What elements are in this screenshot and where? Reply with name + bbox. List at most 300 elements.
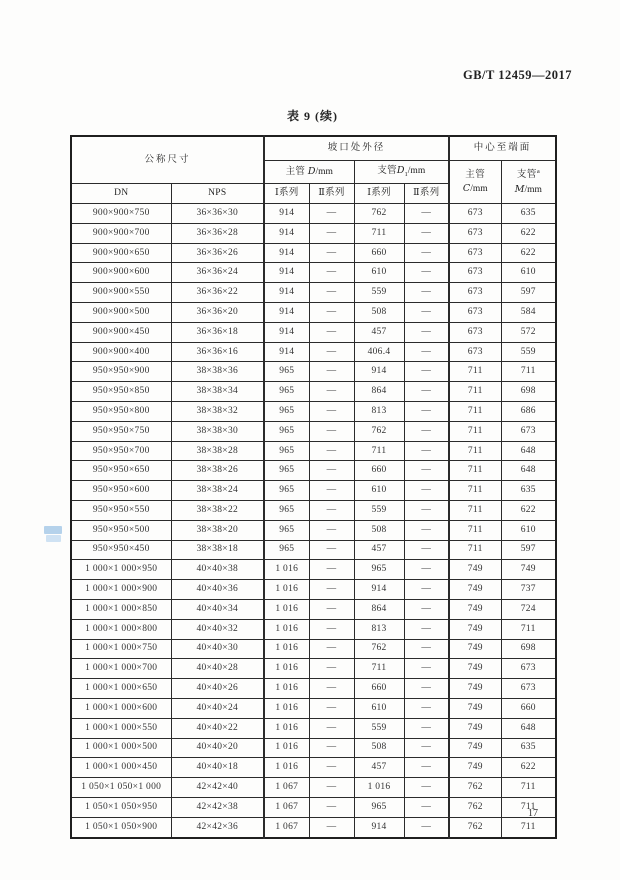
table-cell: 1 016	[264, 698, 309, 718]
table-cell: —	[309, 421, 354, 441]
table-row	[71, 461, 556, 481]
watermark-bar-top	[44, 526, 62, 534]
table-cell: —	[309, 738, 354, 758]
table-cell: 724	[501, 599, 556, 619]
header-branch-series-2: Ⅱ系列	[404, 184, 449, 204]
table-cell: 737	[501, 580, 556, 600]
table-cell: 635	[501, 481, 556, 501]
table-cell: 673	[501, 659, 556, 679]
main-pipe-label: 主管	[285, 166, 306, 177]
table-cell: —	[309, 540, 354, 560]
table-cell: —	[309, 382, 354, 402]
table-cell: —	[309, 758, 354, 778]
header-main-series-1: Ⅰ系列	[264, 184, 309, 204]
table-cell: 900×900×400	[71, 342, 171, 362]
table-cell: —	[309, 520, 354, 540]
table-cell: 698	[501, 382, 556, 402]
table-row	[71, 342, 556, 362]
table-cell: 900×900×450	[71, 322, 171, 342]
table-row	[71, 698, 556, 718]
table-cell: 36×36×20	[171, 302, 264, 322]
table-cell: 40×40×38	[171, 560, 264, 580]
table-cell: —	[404, 401, 449, 421]
table-row	[71, 817, 556, 837]
table-cell: 1 000×1 000×550	[71, 718, 171, 738]
table-cell: 1 000×1 000×650	[71, 679, 171, 699]
table-cell: 900×900×700	[71, 223, 171, 243]
table-cell: 711	[449, 362, 501, 382]
table-cell: 965	[354, 560, 404, 580]
table-cell: —	[404, 520, 449, 540]
table-cell: 622	[501, 243, 556, 263]
branch-pipe-d-unit: /mm	[407, 165, 426, 176]
table-cell: 900×900×750	[71, 204, 171, 224]
table-cell: 762	[354, 639, 404, 659]
table-cell: 610	[354, 263, 404, 283]
table-cell: 900×900×650	[71, 243, 171, 263]
table-row	[71, 599, 556, 619]
table-cell: 914	[264, 322, 309, 342]
table-cell: 965	[264, 441, 309, 461]
standard-code: GB/T 12459—2017	[462, 68, 572, 82]
table-cell: 749	[501, 560, 556, 580]
table-row	[71, 540, 556, 560]
table-cell: —	[309, 243, 354, 263]
table-row	[71, 560, 556, 580]
table-cell: —	[404, 421, 449, 441]
table-cell: —	[404, 223, 449, 243]
table-cell: —	[309, 223, 354, 243]
table-cell: 38×38×34	[171, 382, 264, 402]
table-cell: —	[404, 698, 449, 718]
table-cell: 1 016	[264, 599, 309, 619]
table-cell: 457	[354, 322, 404, 342]
table-row	[71, 738, 556, 758]
table-cell: 864	[354, 382, 404, 402]
table-cell: 762	[354, 421, 404, 441]
table-cell: —	[309, 342, 354, 362]
table-cell: 965	[264, 481, 309, 501]
table-cell: 40×40×18	[171, 758, 264, 778]
table-cell: 622	[501, 758, 556, 778]
table-cell: —	[309, 500, 354, 520]
table-cell: 38×38×36	[171, 362, 264, 382]
branch-pipe-label: 支管	[377, 165, 397, 176]
table-cell: 900×900×550	[71, 283, 171, 303]
table-row	[71, 778, 556, 798]
table-cell: 965	[264, 401, 309, 421]
table-cell: 40×40×36	[171, 580, 264, 600]
table-cell: 711	[449, 441, 501, 461]
table-cell: 1 016	[264, 560, 309, 580]
table-cell: 673	[449, 223, 501, 243]
table-cell: 711	[354, 223, 404, 243]
table-cell: —	[309, 283, 354, 303]
table-cell: 42×42×40	[171, 778, 264, 798]
table-cell: 673	[449, 283, 501, 303]
header-main-pipe-c	[449, 161, 501, 204]
table-row	[71, 441, 556, 461]
table-cell: 1 000×1 000×600	[71, 698, 171, 718]
table-cell: 508	[354, 302, 404, 322]
table-row	[71, 481, 556, 501]
table-cell: 1 050×1 050×900	[71, 817, 171, 837]
table-cell: 1 000×1 000×800	[71, 619, 171, 639]
table-cell: 635	[501, 204, 556, 224]
table-row	[71, 263, 556, 283]
table-cell: 965	[264, 362, 309, 382]
table-cell: 965	[354, 797, 404, 817]
table-cell: 673	[501, 421, 556, 441]
table-cell: 559	[354, 500, 404, 520]
table-cell: 950×950×900	[71, 362, 171, 382]
table-cell: 457	[354, 758, 404, 778]
table-cell: 673	[449, 204, 501, 224]
table-cell: 711	[354, 659, 404, 679]
table-cell: 660	[354, 461, 404, 481]
table-cell: 40×40×22	[171, 718, 264, 738]
branch-pipe-d-symbol: D	[396, 164, 405, 176]
header-branch-pipe-m	[501, 161, 556, 204]
table-cell: 1 016	[264, 659, 309, 679]
table-cell: 1 000×1 000×700	[71, 659, 171, 679]
table-cell: 597	[501, 283, 556, 303]
header-dn: DN	[71, 184, 171, 204]
table-cell: 965	[264, 520, 309, 540]
table-row	[71, 520, 556, 540]
table-cell: 914	[264, 223, 309, 243]
table-cell: 635	[501, 738, 556, 758]
table-cell: 559	[354, 718, 404, 738]
watermark-logo	[44, 526, 64, 543]
table-cell: 38×38×24	[171, 481, 264, 501]
table-cell: —	[309, 362, 354, 382]
table-cell: 762	[354, 204, 404, 224]
table-caption: 表 9 (续)	[287, 109, 338, 123]
table-cell: 914	[264, 204, 309, 224]
table-cell: 711	[501, 362, 556, 382]
header-branch-series-1: Ⅰ系列	[354, 184, 404, 204]
table-cell: 1 067	[264, 778, 309, 798]
table-cell: —	[309, 322, 354, 342]
table-cell: 711	[449, 500, 501, 520]
table-cell: 914	[264, 243, 309, 263]
table-cell: 660	[501, 698, 556, 718]
table-cell: 40×40×28	[171, 659, 264, 679]
table-cell: 711	[354, 441, 404, 461]
table-cell: 38×38×32	[171, 401, 264, 421]
table-row	[71, 223, 556, 243]
table-cell: 711	[449, 401, 501, 421]
table-cell: 36×36×18	[171, 322, 264, 342]
table-cell: —	[309, 698, 354, 718]
table-cell: 36×36×26	[171, 243, 264, 263]
table-cell: 965	[264, 382, 309, 402]
table-cell: 1 016	[264, 679, 309, 699]
table-cell: 610	[354, 481, 404, 501]
table-cell: 40×40×26	[171, 679, 264, 699]
table-cell: 38×38×20	[171, 520, 264, 540]
table-cell: 559	[501, 342, 556, 362]
table-cell: 597	[501, 540, 556, 560]
table-row	[71, 639, 556, 659]
table-cell: 508	[354, 738, 404, 758]
table-cell: 1 067	[264, 817, 309, 837]
table-cell: —	[404, 283, 449, 303]
table-cell: —	[404, 263, 449, 283]
table-cell: —	[309, 302, 354, 322]
table-cell: —	[404, 243, 449, 263]
table-cell: —	[309, 401, 354, 421]
watermark-bar-bottom	[46, 535, 61, 542]
table-cell: 813	[354, 401, 404, 421]
main-pipe-c-symbol: C	[462, 183, 471, 194]
table-cell: 749	[449, 619, 501, 639]
table-cell: 950×950×550	[71, 500, 171, 520]
table-cell: —	[404, 441, 449, 461]
table-cell: —	[309, 441, 354, 461]
table-cell: 711	[449, 461, 501, 481]
table-cell: 749	[449, 738, 501, 758]
header-nominal-size: 公称尺寸	[71, 136, 264, 184]
table-cell: 749	[449, 580, 501, 600]
table-cell: 914	[264, 283, 309, 303]
table-cell: 864	[354, 599, 404, 619]
table-row	[71, 362, 556, 382]
table-cell: 559	[354, 283, 404, 303]
table-cell: 660	[354, 243, 404, 263]
table-cell: 711	[449, 520, 501, 540]
table-cell: 711	[449, 540, 501, 560]
table-cell: —	[309, 659, 354, 679]
table-row	[71, 401, 556, 421]
table-cell: 914	[264, 302, 309, 322]
table-cell: —	[404, 322, 449, 342]
table-cell: —	[309, 679, 354, 699]
table-row	[71, 322, 556, 342]
table-cell: —	[404, 619, 449, 639]
table-cell: —	[404, 599, 449, 619]
table-cell: 1 000×1 000×450	[71, 758, 171, 778]
table-cell: 42×42×36	[171, 817, 264, 837]
table-cell: 673	[449, 263, 501, 283]
table-cell: —	[404, 758, 449, 778]
table-cell: 900×900×600	[71, 263, 171, 283]
table-cell: 610	[501, 520, 556, 540]
table-cell: —	[309, 797, 354, 817]
table-cell: 1 016	[354, 778, 404, 798]
table-row	[71, 302, 556, 322]
table-cell: 965	[264, 540, 309, 560]
table-cell: 36×36×24	[171, 263, 264, 283]
table-cell: 711	[449, 421, 501, 441]
table-cell: 1 016	[264, 639, 309, 659]
table-cell: 610	[354, 698, 404, 718]
table-cell: 950×950×800	[71, 401, 171, 421]
table-cell: 622	[501, 223, 556, 243]
table-cell: 950×950×700	[71, 441, 171, 461]
table-cell: —	[404, 679, 449, 699]
table-cell: 711	[501, 817, 556, 837]
table-cell: 1 016	[264, 758, 309, 778]
table-cell: 38×38×22	[171, 500, 264, 520]
main-pipe-c-unit: /mm	[470, 184, 488, 194]
table-cell: —	[309, 619, 354, 639]
table-cell: 711	[449, 481, 501, 501]
table-cell: 749	[449, 659, 501, 679]
table-cell: 406.4	[354, 342, 404, 362]
table-row	[71, 580, 556, 600]
table-cell: 762	[449, 797, 501, 817]
table-cell: 711	[501, 797, 556, 817]
table-cell: —	[404, 639, 449, 659]
table-cell: —	[404, 659, 449, 679]
table-cell: 673	[449, 243, 501, 263]
table-row	[71, 758, 556, 778]
table-cell: 1 000×1 000×900	[71, 580, 171, 600]
table-cell: —	[309, 560, 354, 580]
table-cell: 38×38×30	[171, 421, 264, 441]
table-cell: 572	[501, 322, 556, 342]
table-row	[71, 718, 556, 738]
table-cell: 965	[264, 461, 309, 481]
table-cell: 648	[501, 718, 556, 738]
table-cell: 711	[501, 619, 556, 639]
table-cell: —	[404, 461, 449, 481]
table-row	[71, 382, 556, 402]
table-cell: 914	[264, 342, 309, 362]
dimension-table	[70, 135, 557, 839]
table-cell: 648	[501, 461, 556, 481]
table-cell: 36×36×16	[171, 342, 264, 362]
table-cell: 965	[264, 500, 309, 520]
table-cell: 622	[501, 500, 556, 520]
table-row	[71, 243, 556, 263]
table-cell: —	[309, 580, 354, 600]
table-cell: —	[309, 817, 354, 837]
table-cell: 950×950×500	[71, 520, 171, 540]
table-cell: 698	[501, 639, 556, 659]
table-cell: 914	[354, 580, 404, 600]
table-cell: —	[404, 481, 449, 501]
table-cell: 749	[449, 560, 501, 580]
table-cell: 38×38×28	[171, 441, 264, 461]
table-row	[71, 659, 556, 679]
main-pipe-d-symbol: D	[307, 165, 316, 177]
table-cell: 38×38×26	[171, 461, 264, 481]
table-cell: 1 000×1 000×850	[71, 599, 171, 619]
table-cell: 749	[449, 599, 501, 619]
table-cell: —	[404, 382, 449, 402]
table-cell: 914	[264, 263, 309, 283]
table-cell: 711	[501, 778, 556, 798]
table-cell: 36×36×22	[171, 283, 264, 303]
table-cell: —	[309, 263, 354, 283]
table-cell: —	[404, 817, 449, 837]
table-cell: 1 050×1 050×950	[71, 797, 171, 817]
table-cell: —	[404, 580, 449, 600]
header-main-series-2: Ⅱ系列	[309, 184, 354, 204]
table-cell: 508	[354, 520, 404, 540]
table-cell: 42×42×38	[171, 797, 264, 817]
main-pipe-c-label: 主管	[465, 169, 486, 180]
table-cell: 950×950×450	[71, 540, 171, 560]
table-cell: 749	[449, 639, 501, 659]
footnote-marker: a	[536, 168, 540, 176]
table-cell: —	[404, 797, 449, 817]
table-cell: 813	[354, 619, 404, 639]
table-cell: —	[404, 778, 449, 798]
table-row	[71, 421, 556, 441]
header-nps: NPS	[171, 184, 264, 204]
branch-pipe-m-symbol: M	[514, 183, 525, 195]
table-cell: 686	[501, 401, 556, 421]
table-cell: 40×40×34	[171, 599, 264, 619]
table-cell: 40×40×30	[171, 639, 264, 659]
table-cell: 673	[449, 342, 501, 362]
table-cell: —	[309, 639, 354, 659]
table-cell: 749	[449, 698, 501, 718]
table-cell: 673	[501, 679, 556, 699]
table-cell: 610	[501, 263, 556, 283]
table-cell: 950×950×600	[71, 481, 171, 501]
table-cell: 711	[449, 382, 501, 402]
table-cell: 914	[354, 362, 404, 382]
table-row	[71, 204, 556, 224]
table-cell: 40×40×32	[171, 619, 264, 639]
table-cell: 762	[449, 778, 501, 798]
table-row	[71, 283, 556, 303]
table-cell: —	[309, 204, 354, 224]
table-cell: —	[309, 461, 354, 481]
main-pipe-d-unit: /mm	[315, 166, 333, 177]
table-cell: 762	[449, 817, 501, 837]
table-cell: 1 016	[264, 580, 309, 600]
table-cell: —	[404, 540, 449, 560]
table-cell: 36×36×30	[171, 204, 264, 224]
table-cell: —	[404, 302, 449, 322]
table-cell: —	[309, 599, 354, 619]
branch-pipe-d-subscript: 1	[404, 170, 408, 178]
table-cell: —	[309, 481, 354, 501]
table-cell: —	[309, 778, 354, 798]
table-cell: 40×40×24	[171, 698, 264, 718]
table-cell: —	[404, 738, 449, 758]
table-cell: 1 016	[264, 738, 309, 758]
table-cell: —	[309, 718, 354, 738]
table-cell: 1 016	[264, 619, 309, 639]
table-cell: 900×900×500	[71, 302, 171, 322]
branch-pipe-m-unit: /mm	[524, 184, 542, 195]
table-cell: —	[404, 342, 449, 362]
table-cell: 584	[501, 302, 556, 322]
table-cell: 38×38×18	[171, 540, 264, 560]
table-cell: 457	[354, 540, 404, 560]
table-cell: 749	[449, 758, 501, 778]
branch-pipe-m-label: 支管	[516, 170, 537, 181]
table-cell: 1 016	[264, 718, 309, 738]
page-number: 17	[528, 808, 538, 819]
table-cell: 1 067	[264, 797, 309, 817]
header-bevel-od: 坡口处外径	[264, 136, 449, 161]
table-row	[71, 500, 556, 520]
table-row	[71, 679, 556, 699]
table-cell: 660	[354, 679, 404, 699]
table-cell: 36×36×28	[171, 223, 264, 243]
table-cell: 673	[449, 322, 501, 342]
table-cell: 648	[501, 441, 556, 461]
table-cell: 950×950×750	[71, 421, 171, 441]
